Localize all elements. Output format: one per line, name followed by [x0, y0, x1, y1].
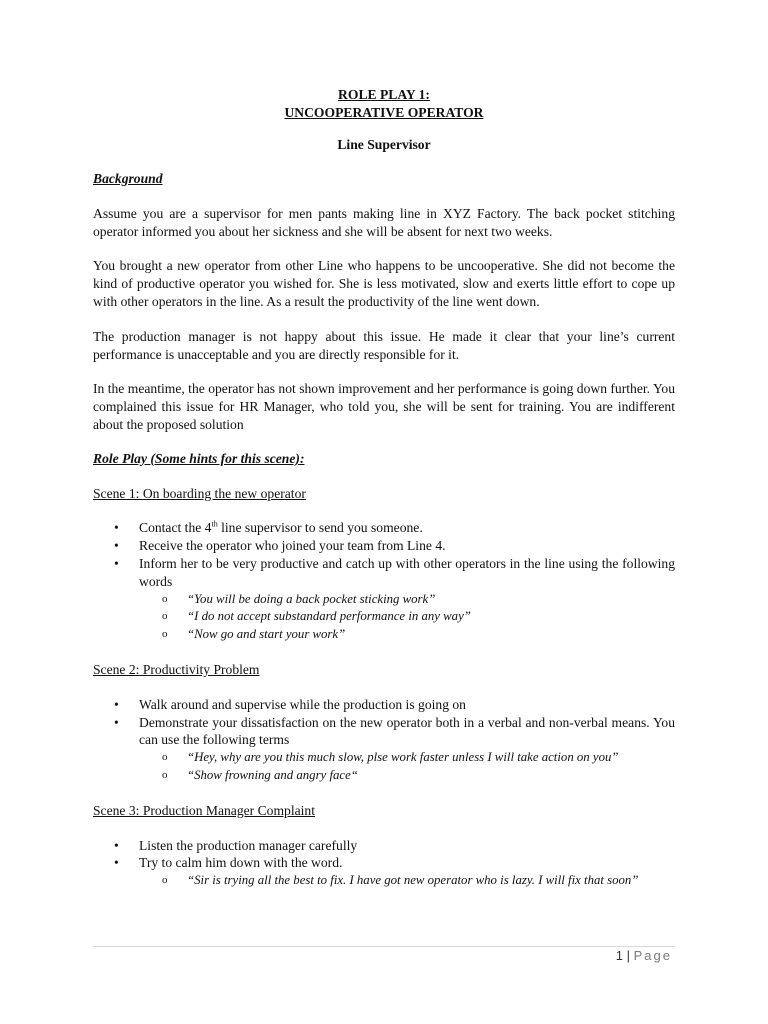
scene3-bullet-2: Try to calm him down with the word. — [139, 855, 343, 871]
list-item — [139, 749, 675, 767]
scene2-quote-2: “Show frowning and angry face“ — [187, 767, 358, 782]
scene1-bullet-1-sup: th — [211, 519, 218, 529]
scene1-heading: Scene 1: On boarding the new operator — [93, 485, 306, 501]
background-paragraph-2: You brought a new operator from other Line who happens to be uncooperative. She did not become the kind of productive operator you wished for. She is less motivated, slow and exerts little effort to cope up with other operators in the line. As a result the productivity of the line went down. — [93, 258, 675, 309]
footer-separator: | — [626, 948, 630, 963]
scene1-bullet-2: Receive the operator who joined your team from Line 4. — [139, 538, 446, 554]
list-item — [139, 591, 675, 609]
sub-bullet-glyph: o — [162, 768, 168, 781]
scene3-bullet-1: Listen the production manager carefully — [139, 837, 358, 853]
footer-divider — [93, 946, 675, 947]
bullet-glyph: • — [114, 520, 119, 536]
roleplay-heading — [93, 450, 675, 468]
list-item — [93, 854, 675, 890]
scene1-quote-1: “You will be doing a back pocket sticking work” — [187, 591, 436, 606]
scene1-bullet-1-post: line supervisor to send you someone. — [217, 520, 423, 536]
page-word: Page — [633, 948, 672, 963]
scene1-quote-2: “I do not accept substandard performance in any way” — [187, 609, 471, 624]
background-heading: Background — [93, 170, 163, 186]
scene1-bullet-1-pre: Contact the 4 — [139, 520, 212, 536]
background-paragraph-4: In the meantime, the operator has not shown improvement and her performance is going down further. You complained this issue for HR Manager, who told you, she will be sent for training. You are indifferent about the proposed solution — [93, 381, 675, 432]
scene2-heading: Scene 2: Productivity Problem — [93, 661, 260, 677]
list-item — [139, 608, 675, 626]
list-item — [93, 537, 675, 555]
scene3-quote-list — [139, 872, 675, 890]
sub-bullet-glyph: o — [162, 610, 168, 623]
doc-title-line1: ROLE PLAY 1: — [338, 87, 430, 102]
list-item — [93, 696, 675, 714]
scene1-quote-3: “Now go and start your work” — [187, 627, 346, 642]
scene3-heading: Scene 3: Production Manager Complaint — [93, 802, 315, 818]
scene2-quote-1: “Hey, why are you this much slow, plse work faster unless I will take action on you” — [187, 750, 619, 765]
list-item — [93, 714, 675, 785]
list-item — [93, 519, 675, 537]
list-item — [139, 872, 675, 890]
roleplay-heading-text: Role Play (Some hints for this scene) — [93, 450, 300, 466]
scene2-bullet-list — [93, 696, 675, 785]
scene2-quote-list — [139, 749, 675, 785]
document-body — [93, 86, 675, 890]
list-item — [93, 555, 675, 644]
bullet-glyph: • — [114, 696, 119, 712]
bullet-glyph: • — [114, 855, 119, 871]
role-heading: Line Supervisor — [337, 137, 431, 153]
sub-bullet-glyph: o — [162, 874, 168, 887]
sub-bullet-glyph: o — [162, 751, 168, 764]
list-item — [93, 837, 675, 855]
sub-bullet-glyph: o — [162, 628, 168, 641]
scene3-quote-1: “Sir is trying all the best to fix. I have got new operator who is lazy. I will fix that soon” — [187, 873, 639, 888]
background-paragraph-1: Assume you are a supervisor for men pants making line in XYZ Factory. The back pocket stitching operator informed you about her sickness and she will be absent for next two weeks. — [93, 205, 675, 239]
list-item — [139, 767, 675, 785]
sub-bullet-glyph: o — [162, 592, 168, 605]
bullet-glyph: • — [114, 837, 119, 853]
doc-title-line2: UNCOOPERATIVE OPERATOR — [284, 104, 484, 120]
bullet-glyph: • — [114, 555, 119, 571]
scene3-bullet-list — [93, 837, 675, 890]
bullet-glyph: • — [114, 538, 119, 554]
background-paragraph-3: The production manager is not happy about this issue. He made it clear that your line’s current performance is unacceptable and you are directly responsible for it. — [93, 328, 675, 362]
list-item — [139, 626, 675, 644]
roleplay-heading-colon: : — [299, 450, 305, 466]
scene1-bullet-3: Inform her to be very productive and catch up with other operators in the line using the following words — [139, 555, 675, 589]
scene2-bullet-1: Walk around and supervise while the production is going on — [139, 696, 466, 712]
scene1-quote-list — [139, 591, 675, 644]
scene2-bullet-2: Demonstrate your dissatisfaction on the new operator both in a verbal and non-verbal means. You can use the following terms — [139, 714, 675, 748]
page-number: 1 — [615, 948, 623, 963]
bullet-glyph: • — [114, 714, 119, 730]
page-footer — [616, 948, 672, 963]
scene1-bullet-list — [93, 519, 675, 644]
